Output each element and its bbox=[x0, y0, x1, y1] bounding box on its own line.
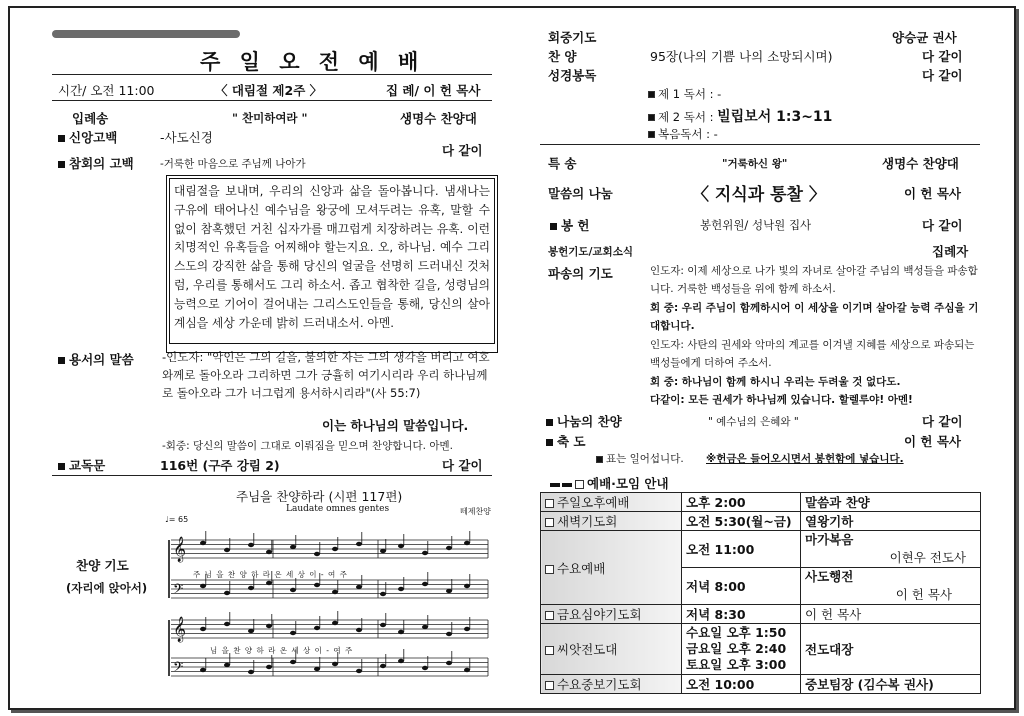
note-head bbox=[446, 661, 452, 665]
pardon-response: -회중: 당신의 말씀이 그대로 이뤄짐을 믿으며 찬양합니다. 아멘. bbox=[162, 440, 453, 452]
note-head bbox=[224, 591, 230, 595]
note-head bbox=[464, 584, 470, 588]
square-icon bbox=[545, 565, 554, 574]
prayer-song-label: 찬양 기도 bbox=[76, 558, 129, 573]
sending-congregation-1: 회 중: 우리 주님이 함께하시어 이 세상을 이기며 살아갈 능력 주심을 기대합니다. bbox=[650, 302, 979, 332]
note-head bbox=[446, 546, 452, 550]
schedule-time: 저녁 8:00 bbox=[682, 568, 801, 605]
service-title: 주 일 오 전 예 배 bbox=[200, 50, 425, 74]
note-head bbox=[356, 628, 362, 632]
offering-label: 봉 헌 bbox=[550, 216, 590, 234]
schedule-name: 새벽기도회 bbox=[541, 512, 682, 531]
scripture-label: 성경봉독 bbox=[548, 68, 597, 83]
hymn-all: 다 같이 bbox=[922, 49, 963, 64]
sending-leader-2: 인도자: 사탄의 권세와 악마의 계교를 이겨낼 지혜를 세상으로 파송되는 백성들에게 더하여 주소서. bbox=[650, 339, 975, 369]
note-head bbox=[266, 665, 272, 669]
creed-label: 신앙고백 bbox=[58, 128, 117, 146]
note-head bbox=[290, 588, 296, 592]
note-head bbox=[332, 662, 338, 666]
note-head bbox=[422, 551, 428, 555]
announce-label: 봉헌기도/교회소식 bbox=[548, 246, 633, 258]
note-head bbox=[380, 592, 386, 596]
square-icon bbox=[545, 499, 554, 508]
schedule-table bbox=[540, 492, 981, 694]
note-head bbox=[398, 630, 404, 634]
special-title: "거룩하신 왕" bbox=[722, 158, 788, 170]
note-head bbox=[380, 664, 386, 668]
liturgical-season: 〈 대림절 제2주 〉 bbox=[215, 83, 323, 98]
bullet-icon bbox=[58, 135, 65, 142]
opening-song-label: 입례송 bbox=[72, 111, 109, 126]
note-head bbox=[224, 622, 230, 626]
prayer-by: 양승균 권사 bbox=[892, 30, 957, 45]
note-head bbox=[248, 629, 254, 633]
schedule-desc: 사도행전 이 헌 목사 bbox=[801, 568, 981, 605]
confession-intro: -거룩한 마음으로 주님께 나아가 bbox=[160, 158, 306, 170]
confession-box bbox=[166, 175, 498, 353]
schedule-name: 주일오후예배 bbox=[541, 493, 682, 512]
note-head bbox=[332, 547, 338, 551]
schedule-desc: 전도대장 bbox=[801, 624, 981, 675]
sermon-label: 말씀의 나눔 bbox=[548, 186, 613, 201]
lyrics-line-2: 님 을 찬 양 하 라 온 세 상 이 - 여 주 bbox=[210, 646, 354, 655]
note-head bbox=[290, 545, 296, 549]
bullet-icon bbox=[546, 419, 553, 426]
note-head bbox=[332, 621, 338, 625]
note-head bbox=[200, 668, 206, 672]
schedule-name: 수요예배 bbox=[541, 531, 682, 605]
bullet-icon bbox=[648, 131, 655, 138]
pardon-close: 이는 하나님의 말씀입니다. bbox=[322, 418, 469, 433]
special-label: 특 송 bbox=[548, 156, 577, 171]
confession-all: 다 같이 bbox=[442, 143, 483, 158]
service-time: 시간/ 오전 11:00 bbox=[58, 83, 155, 98]
note-offering: ※헌금은 들어오시면서 봉헌함에 넣습니다. bbox=[706, 453, 904, 465]
note-head bbox=[398, 544, 404, 548]
offering-all: 다 같이 bbox=[922, 218, 963, 233]
reading-2: 제 2 독서 : 빌립보서 1:3~11 bbox=[648, 106, 832, 126]
table-row bbox=[541, 531, 981, 568]
square-icon bbox=[575, 480, 584, 489]
square-icon bbox=[545, 518, 554, 527]
note-head bbox=[248, 670, 254, 674]
schedule-name: 씨앗전도대 bbox=[541, 624, 682, 675]
gospel-reading: 복음독서 : - bbox=[648, 126, 718, 142]
dash-icon bbox=[562, 483, 572, 487]
clef-icon: 𝄞 bbox=[173, 537, 187, 562]
note-head bbox=[314, 552, 320, 556]
prayer-song-note: (자리에 앉아서) bbox=[66, 581, 148, 595]
note-head bbox=[290, 660, 296, 664]
offering-value: 봉헌위원/ 성낙원 집사 bbox=[700, 218, 812, 232]
table-row bbox=[541, 605, 981, 624]
clef-icon: 𝄢 bbox=[173, 581, 184, 600]
note-head bbox=[464, 627, 470, 631]
note-head bbox=[356, 542, 362, 546]
schedule-desc: 중보팀장 (김수복 권사) bbox=[801, 675, 981, 694]
schedule-name: 금요심야기도회 bbox=[541, 605, 682, 624]
sheet-music bbox=[163, 518, 491, 686]
confession-text: 대림절을 보내며, 우리의 신앙과 삶을 돌아봅니다. 냄새나는 구유에 태어나신 예수님을 왕궁에 모셔두려는 유혹, 말할 수 없이 참혹했던 거친 십자가를 매끄럽게 치장하려는 유혹. 이런 치명적인 유혹들을 어찌해야 할는지요. 오, 하나님. 예수 그리스도의 강직한 삶을 통해 당신의 얼굴을 선명히 드러내신 것처럼, 우리를 통해서도 그리 하소서. 좁고 협착한 길을, 성령님의 능력으로 기어이 걸어내는 그리스도인들을 통해, 당신의 살아계심을 세상 가운데 밝히 드러내소서. 아멘. bbox=[169, 178, 495, 344]
sermon-title: 〈 지식과 통찰 〉 bbox=[692, 185, 826, 205]
hymn-value: 95장(나의 기쁨 나의 소망되시며) bbox=[650, 49, 833, 64]
reading-2-value: 빌립보서 1:3~11 bbox=[717, 109, 833, 125]
confession-label: 참회의 고백 bbox=[58, 154, 134, 172]
schedule-desc: 열왕기하 bbox=[801, 512, 981, 531]
note-head bbox=[224, 548, 230, 552]
decorative-bar bbox=[52, 30, 240, 38]
note-head bbox=[266, 581, 272, 585]
bulletin-page bbox=[8, 6, 1016, 710]
dash-icon bbox=[550, 483, 560, 487]
pardon-text: -인도자: "악인은 그의 길을, 불의한 자는 그의 생각을 버리고 여호와께로 돌아오라 그리하면 그가 긍휼히 여기시리라 우리 하나님께로 돌아오라 그가 너그럽게 용서하시리라"(사 55:7) bbox=[162, 350, 490, 400]
bullet-icon bbox=[596, 456, 603, 463]
note-head bbox=[266, 624, 272, 628]
sending-together: 다같이: 모든 권세가 하나님께 있습니다. 할렐루야! 아멘! bbox=[650, 394, 913, 406]
presider: 집 례/ 이 헌 목사 bbox=[386, 83, 481, 98]
bullet-icon bbox=[58, 463, 65, 470]
score-title: 주님을 찬양하라 (시편 117편) bbox=[236, 489, 403, 504]
schedule-time: 저녁 8:30 bbox=[682, 605, 801, 624]
schedule-name: 수요중보기도회 bbox=[541, 675, 682, 694]
schedule-time: 수요일 오후 1:50 금요일 오후 2:40 토요일 오후 3:00 bbox=[682, 624, 801, 675]
reading-1: 제 1 독서 : - bbox=[648, 86, 721, 102]
note-head bbox=[266, 550, 272, 554]
table-row bbox=[541, 624, 981, 675]
note-head bbox=[398, 587, 404, 591]
note-head bbox=[200, 584, 206, 588]
scripture-underline bbox=[540, 144, 980, 145]
pardon-label: 용서의 말씀 bbox=[58, 350, 134, 368]
note-head bbox=[464, 541, 470, 545]
note-head bbox=[248, 543, 254, 547]
prayer-label: 회중기도 bbox=[548, 30, 597, 45]
note-head bbox=[422, 582, 428, 586]
note-head bbox=[314, 626, 320, 630]
score-subtitle: Laudate omnes gentes bbox=[286, 504, 390, 514]
note-stand: 표는 일어섭니다. bbox=[596, 451, 684, 466]
note-head bbox=[464, 668, 470, 672]
bullet-icon bbox=[550, 223, 557, 230]
announce-by: 집례자 bbox=[932, 244, 969, 259]
note-head bbox=[200, 627, 206, 631]
note-head bbox=[422, 625, 428, 629]
scripture-all: 다 같이 bbox=[922, 68, 963, 83]
schedule-title: 예배·모임 안내 bbox=[550, 474, 669, 492]
blessing-by: 이 헌 목사 bbox=[904, 434, 962, 449]
header-underline bbox=[52, 100, 492, 101]
blessing-label: 축 도 bbox=[546, 432, 586, 450]
opening-song-title: " 찬미하여라 " bbox=[232, 111, 308, 125]
table-row bbox=[541, 675, 981, 694]
reading-underline bbox=[52, 475, 492, 476]
square-icon bbox=[545, 681, 554, 690]
bullet-icon bbox=[58, 357, 65, 364]
schedule-desc: 이 헌 목사 bbox=[801, 605, 981, 624]
score-tempo: ♩= 65 bbox=[165, 515, 189, 524]
table-row bbox=[541, 493, 981, 512]
note-head bbox=[446, 632, 452, 636]
hymn-label: 찬 양 bbox=[548, 49, 577, 64]
sharing-label: 나눔의 찬양 bbox=[546, 412, 622, 430]
reading-label: 교독문 bbox=[58, 456, 105, 474]
sermon-preacher: 이 헌 목사 bbox=[904, 186, 962, 201]
note-head bbox=[356, 585, 362, 589]
lyrics-line-1: 주 님 을 찬 양 하 라 온 세 상 이 - 여 주 bbox=[193, 570, 348, 579]
note-head bbox=[248, 586, 254, 590]
note-head bbox=[290, 631, 296, 635]
schedule-desc: 말씀과 찬양 bbox=[801, 493, 981, 512]
note-head bbox=[224, 663, 230, 667]
note-head bbox=[332, 590, 338, 594]
note-head bbox=[422, 666, 428, 670]
note-head bbox=[314, 583, 320, 587]
bullet-icon bbox=[648, 91, 655, 98]
clef-icon: 𝄞 bbox=[173, 617, 187, 642]
sharing-all: 다 같이 bbox=[922, 414, 963, 429]
schedule-time: 오전 10:00 bbox=[682, 675, 801, 694]
schedule-time: 오후 2:00 bbox=[682, 493, 801, 512]
schedule-time: 오전 5:30(월~금) bbox=[682, 512, 801, 531]
creed-value: -사도신경 bbox=[160, 130, 213, 145]
reading-value: 116번 (구주 강림 2) bbox=[160, 458, 280, 473]
note-head bbox=[356, 669, 362, 673]
special-choir: 생명수 찬양대 bbox=[882, 156, 959, 171]
title-underline bbox=[52, 74, 492, 75]
note-head bbox=[200, 541, 206, 545]
note-head bbox=[380, 549, 386, 553]
bullet-icon bbox=[546, 439, 553, 446]
table-row bbox=[541, 512, 981, 531]
schedule-time: 오전 11:00 bbox=[682, 531, 801, 568]
sending-leader-1: 인도자: 이제 세상으로 나가 빛의 자녀로 살아갈 주님의 백성들을 파송합니다. 거룩한 백성들을 위에 함께 하소서. bbox=[650, 265, 978, 295]
score-composer: 떼제찬양 bbox=[460, 507, 491, 516]
reading-all: 다 같이 bbox=[442, 458, 483, 473]
sending-congregation-2: 회 중: 하나님이 함께 하시니 우리는 두려울 것 없다도. bbox=[650, 376, 901, 388]
square-icon bbox=[545, 611, 554, 620]
square-icon bbox=[545, 646, 554, 655]
clef-icon: 𝄢 bbox=[173, 659, 184, 678]
opening-song-choir: 생명수 찬양대 bbox=[400, 111, 477, 126]
note-head bbox=[446, 589, 452, 593]
sharing-title: " 예수님의 은혜와 " bbox=[708, 416, 799, 428]
schedule-desc: 마가복음 이현우 전도사 bbox=[801, 531, 981, 568]
sending-label: 파송의 기도 bbox=[548, 266, 613, 281]
note-head bbox=[398, 659, 404, 663]
bullet-icon bbox=[648, 114, 655, 121]
note-head bbox=[380, 623, 386, 627]
note-head bbox=[314, 667, 320, 671]
bullet-icon bbox=[58, 161, 65, 168]
